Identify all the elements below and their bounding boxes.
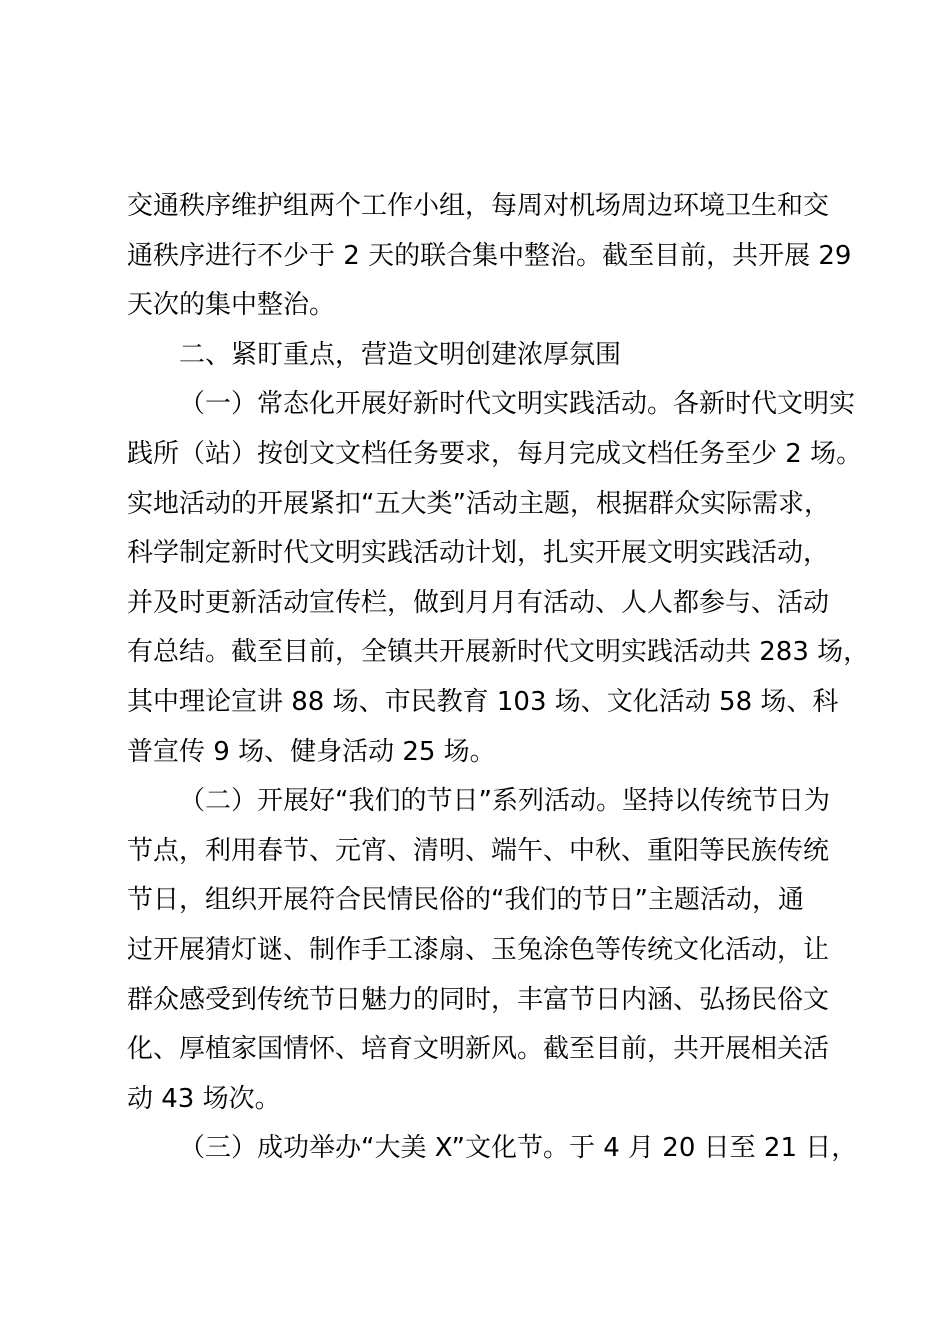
text-line: 实地活动的开展紧扣“五大类”活动主题，根据群众实际需求， bbox=[127, 488, 830, 519]
paragraph-first-line: （一）常态化开展好新时代文明实践活动。各新时代文明实 bbox=[179, 389, 856, 420]
text-line: 科学制定新时代文明实践活动计划，扎实开展文明实践活动， bbox=[127, 538, 830, 569]
text-line: 有总结。截至目前，全镇共开展新时代文明实践活动共 283 场， bbox=[127, 637, 870, 668]
text-line: 动 43 场次。 bbox=[127, 1083, 281, 1114]
text-line: 天次的集中整治。 bbox=[127, 290, 336, 321]
document-body bbox=[127, 182, 870, 1174]
paragraph-first-line: （二）开展好“我们的节日”系列活动。坚持以传统节日为 bbox=[179, 786, 830, 817]
text-line: 践所（站）按创文文档任务要求，每月完成文档任务至少 2 场。 bbox=[127, 438, 863, 469]
text-line: 通秩序进行不少于 2 天的联合集中整治。截至目前，共开展 29 bbox=[127, 240, 852, 271]
text-line: 并及时更新活动宣传栏，做到月月有活动、人人都参与、活动 bbox=[127, 587, 830, 618]
text-line: 群众感受到传统节日魅力的同时，丰富节日内涵、弘扬民俗文 bbox=[127, 984, 830, 1015]
text-line: 化、厚植家国情怀、培育文明新风。截至目前，共开展相关活 bbox=[127, 1034, 830, 1065]
text-line: 节点，利用春节、元宵、清明、端午、中秋、重阳等民族传统 bbox=[127, 835, 830, 866]
section-heading: 二、紧盯重点，营造文明创建浓厚氛围 bbox=[179, 339, 622, 370]
text-line: 节日，组织开展符合民情民俗的“我们的节日”主题活动，通 bbox=[127, 885, 804, 916]
text-line: 过开展猜灯谜、制作手工漆扇、玉兔涂色等传统文化活动，让 bbox=[127, 934, 830, 965]
text-line: 交通秩序维护组两个工作小组，每周对机场周边环境卫生和交 bbox=[127, 191, 830, 221]
text-line: 其中理论宣讲 88 场、市民教育 103 场、文化活动 58 场、科 bbox=[127, 686, 839, 717]
text-line: 普宣传 9 场、健身活动 25 场。 bbox=[127, 736, 496, 767]
paragraph-first-line: （三）成功举办“大美 X”文化节。于 4 月 20 日至 21 日， bbox=[179, 1133, 858, 1164]
